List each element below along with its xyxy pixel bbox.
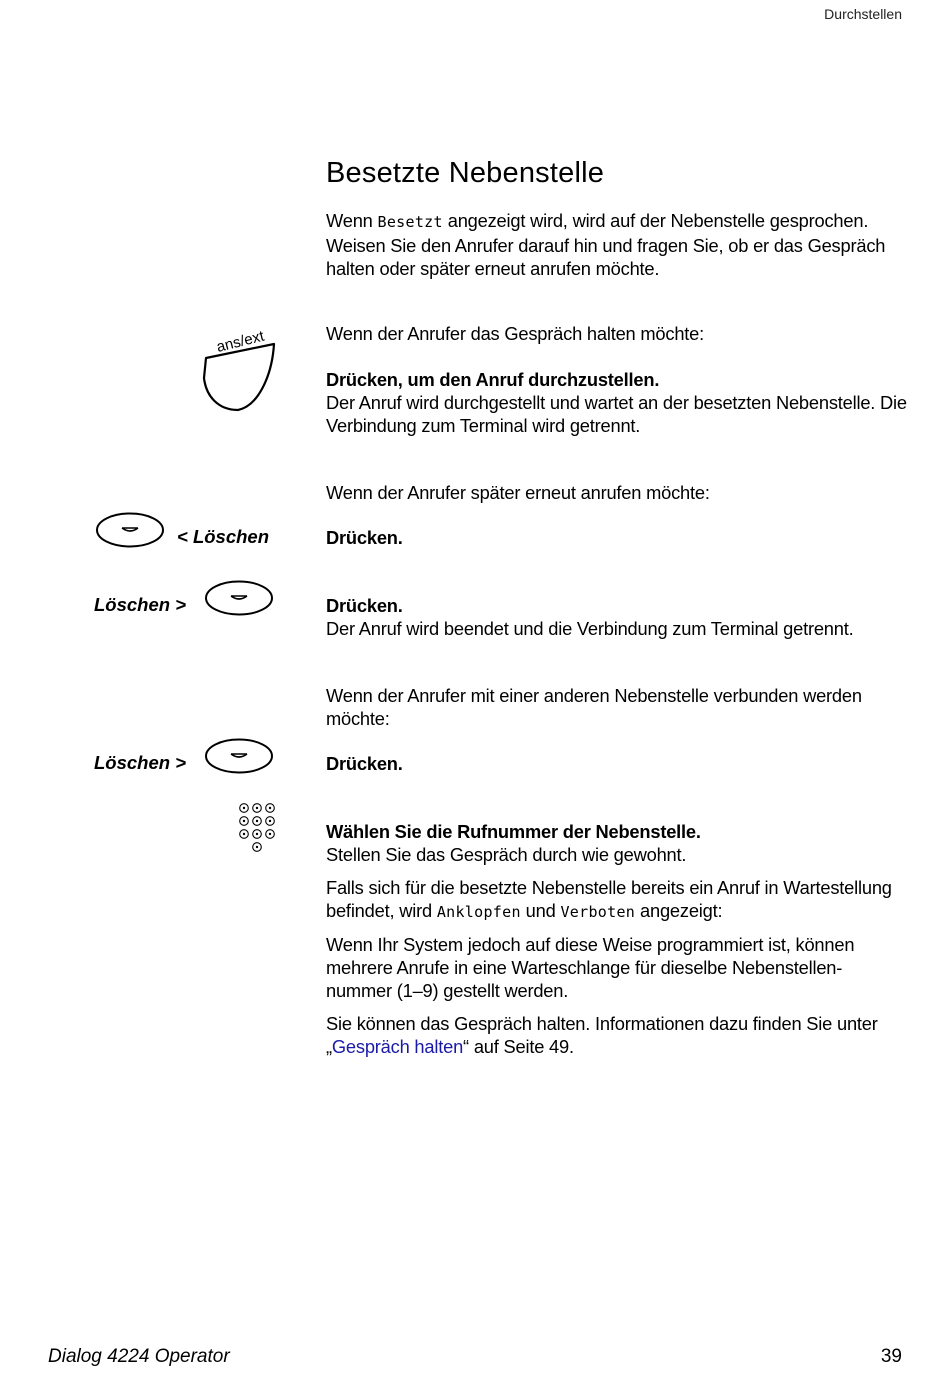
hold-reference-pre: Sie können das Gespräch halten. Informationen dazu finden Sie unter „ <box>326 1013 878 1057</box>
right-softkey-label-2: Löschen > <box>94 752 187 773</box>
right-softkey[interactable] <box>204 580 274 616</box>
keypad-icon <box>238 801 280 857</box>
hold-action: Drücken, um den Anruf durchzustellen. <box>326 369 660 390</box>
intro-paragraph <box>326 209 916 280</box>
right-softkey-2[interactable] <box>204 738 274 774</box>
ans-ext-key-icon <box>196 324 286 416</box>
softkey-icon <box>204 580 274 616</box>
queue-paragraph <box>326 876 916 924</box>
dial-instruction <box>326 820 916 866</box>
page-number: 39 <box>880 1346 902 1367</box>
condition-hold: Wenn der Anrufer das Gespräch halten möchte: <box>326 323 705 344</box>
callback-description: Der Anruf wird beendet und die Verbindung zum Terminal getrennt. <box>326 618 854 639</box>
system-paragraph: Wenn Ihr System jedoch auf diese Weise programmiert ist, können mehrere Anrufe in eine Warteschlange für dieselbe Nebenstellen-nummer (1–9) gestellt werden. <box>326 934 855 1001</box>
right-softkey-label: Löschen > <box>94 594 187 615</box>
ans-ext-key[interactable] <box>196 324 286 416</box>
intro-text-post: angezeigt wird, wird auf der Nebenstelle gesprochen. Weisen Sie den Anrufer darauf hin und fragen Sie, ob er das Gespräch halten oder später erneut anrufen möchte. <box>326 210 886 279</box>
dial-description: Stellen Sie das Gespräch durch wie gewohnt. <box>326 844 687 865</box>
section-title: Besetzte Nebenstelle <box>326 157 605 189</box>
dial-action: Wählen Sie die Rufnummer der Nebenstelle. <box>326 821 701 842</box>
callback-action-1-text: Drücken. <box>326 527 403 548</box>
footer-product: Dialog 4224 Operator <box>48 1346 230 1367</box>
callback-action-1 <box>326 526 916 549</box>
ans-ext-key-label: ans/ext <box>214 327 266 356</box>
queue-text-mid: und <box>520 900 561 921</box>
intro-text-pre: Wenn <box>326 210 378 231</box>
left-softkey[interactable] <box>95 512 165 548</box>
callback-action-2-text: Drücken. <box>326 595 403 616</box>
gespraech-halten-link[interactable]: Gespräch halten <box>331 1036 464 1057</box>
display-text-anklopfen: Anklopfen <box>436 903 521 921</box>
callback-action-2 <box>326 594 916 640</box>
running-header: Durchstellen <box>824 6 902 22</box>
queue-text-post: angezeigt: <box>635 900 723 921</box>
softkey-icon <box>204 738 274 774</box>
display-text-verboten: Verboten <box>560 903 636 921</box>
condition-callback: Wenn der Anrufer später erneut anrufen möchte: <box>326 482 710 503</box>
keypad-icon-graphic <box>238 801 280 857</box>
hold-description: Der Anruf wird durchgestellt und wartet an der besetzten Nebenstelle. Die Verbindung zum Terminal wird getrennt. <box>326 392 907 436</box>
queue-text-pre: Falls sich für die besetzte Nebenstelle bereits ein Anruf in Wartestellung befindet, wird <box>326 877 892 921</box>
softkey-icon <box>95 512 165 548</box>
other-action <box>326 752 916 775</box>
hold-reference-paragraph <box>326 1012 916 1058</box>
condition-other-extension: Wenn der Anrufer mit einer anderen Nebenstelle verbunden werden möchte: <box>326 685 862 729</box>
hold-instruction <box>326 368 916 437</box>
left-softkey-label: < Löschen <box>177 526 270 547</box>
other-action-text: Drücken. <box>326 753 403 774</box>
hold-reference-post: “ auf Seite 49. <box>463 1036 574 1057</box>
display-text-besetzt: Besetzt <box>377 213 443 231</box>
